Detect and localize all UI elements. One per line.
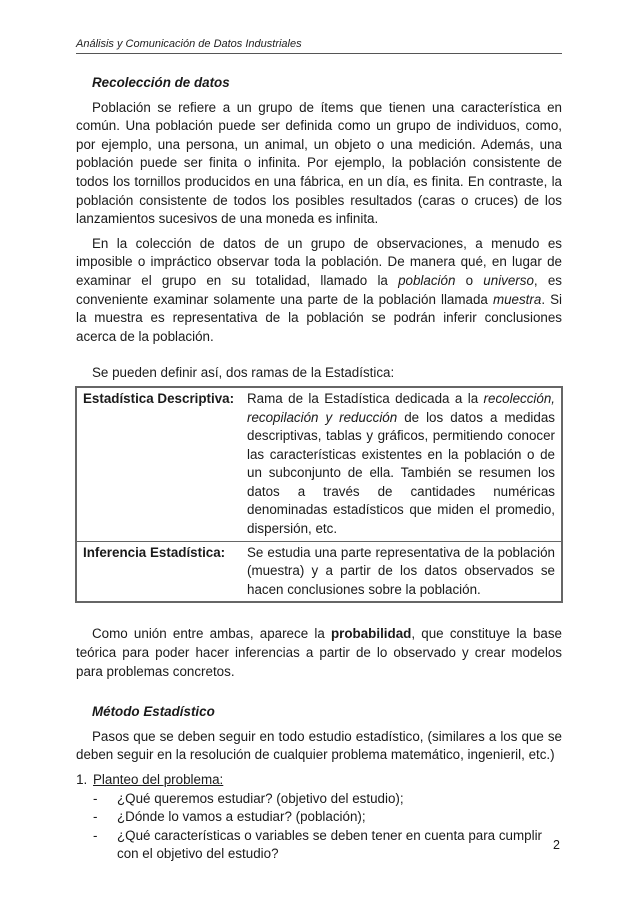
rama-definition: Se estudia una parte representativa de la población (muestra) y a partir de los datos observados se hacen conclusiones sobre la población. (241, 541, 562, 602)
paragraph-poblacion: Población se refiere a un grupo de ítems que tienen una característica en común. Una población puede ser definida como un grupo de individuos, como, por ejemplo, una persona, un animal, un objeto o una medición. Además, una población puede ser finita o infinita. Por ejemplo, la población consistente de todos los tornillos producidos en una fábrica, en un día, es finita. En contraste, la población consistente de todos los posibles resultados (caras o cruces) de los lanzamientos sucesivos de una moneda es infinita. (76, 99, 562, 227)
section-heading-recoleccion: Recolección de datos (92, 75, 230, 90)
term-universo: universo (483, 272, 534, 288)
paragraph-pasos: Pasos que se deben seguir en todo estudio estadístico, (similares a los que se deben seguir en la resolución de cualquier problema matemático, ingenieril, etc.) (76, 728, 562, 763)
list-item (91, 771, 562, 864)
term-probabilidad: probabilidad (330, 626, 412, 642)
paragraph-ramas-intro: Se pueden definir así, dos ramas de la Estadística: (92, 365, 395, 381)
steps-list (76, 771, 562, 864)
term-poblacion: población (398, 272, 456, 288)
rama-term: Estadística Descriptiva: (83, 390, 235, 406)
ramas-estadistica-table (75, 386, 563, 604)
rama-definition: Rama de la Estadística dedicada a la recolección, recopilación y reducción de los datos a medidas descriptivas, tablas y gráficos, permitiendo conocer las características existentes en la población o de un subconjunto de ella. También se resumen los datos a través de cantidades numéricas denominadas estadísticos que miden el promedio, dispersión, etc. (247, 390, 555, 537)
paragraph-coleccion: En la colección de datos de un grupo de observaciones, a menudo es imposible o impráctico observar toda la población. De manera qué, en lugar de examinar el grupo en su totalidad, llamado la población o universo, es conveniente examinar solamente una parte de la población llamada muestra. Si la muestra es representativa de la población se podrán inferir conclusiones acerca de la población. (76, 235, 562, 344)
step-title: Planteo del problema: (93, 772, 224, 787)
running-header: Análisis y Comunicación de Datos Industriales (76, 38, 562, 54)
list-item: - ¿Qué características o variables se deben tener en cuenta para cumplir con el objetivo del estudio? (93, 827, 543, 862)
rama-term: Inferencia Estadística: (76, 541, 241, 602)
page-content (76, 74, 562, 864)
page-number: 2 (553, 838, 560, 852)
term-muestra: muestra (492, 291, 542, 307)
paragraph-probabilidad: Como unión entre ambas, aparece la probabilidad, que constituye la base teórica para poder hacer inferencias a partir de lo observado y crear modelos para problemas concretos. (76, 626, 562, 679)
list-item: - ¿Qué queremos estudiar? (objetivo del estudio); (93, 790, 404, 806)
list-item: - ¿Dónde lo vamos a estudiar? (población); (93, 809, 366, 825)
table-row (76, 541, 562, 602)
question-list (93, 790, 562, 864)
section-heading-metodo: Método Estadístico (92, 704, 215, 720)
table-row (76, 387, 562, 541)
